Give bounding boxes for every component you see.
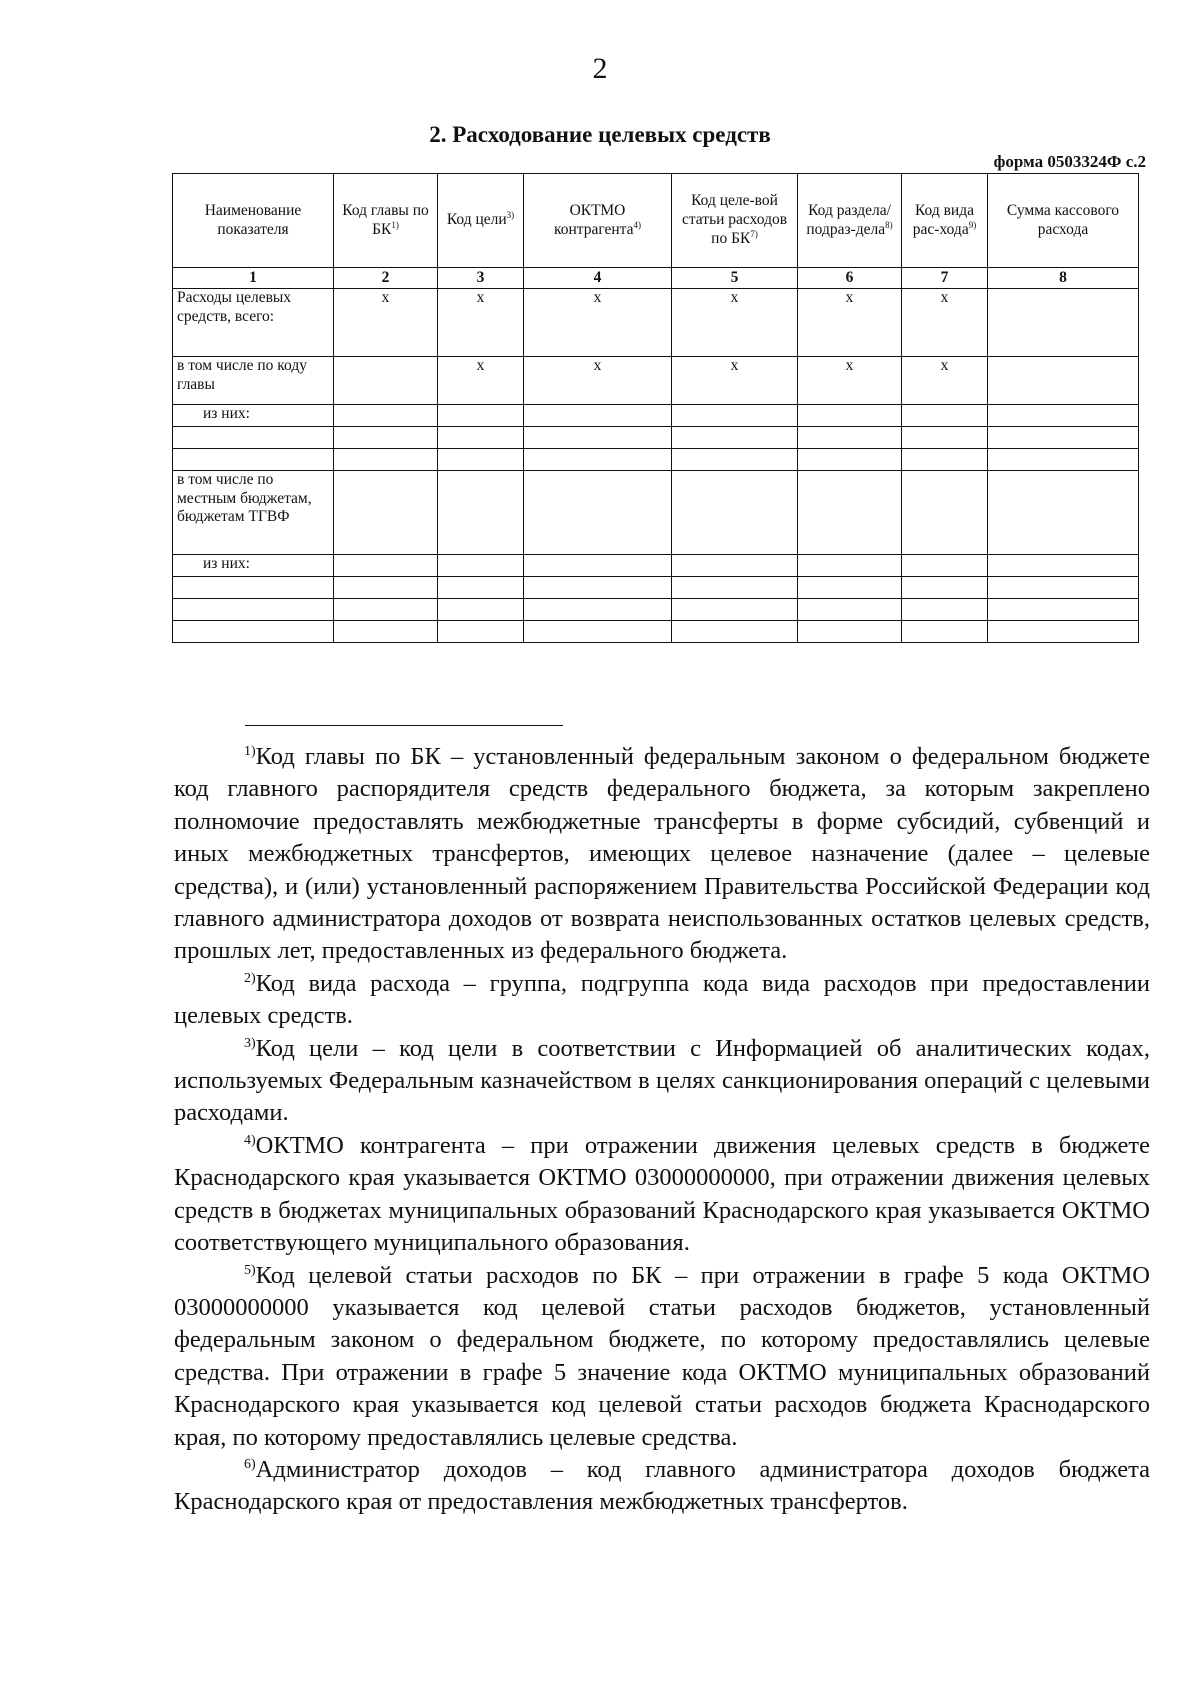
table-cell: [798, 621, 902, 643]
table-cell: x: [334, 289, 438, 357]
table-row: [173, 621, 1139, 643]
table-cell: [902, 555, 988, 577]
table-cell: [438, 449, 524, 471]
table-cell: [672, 449, 798, 471]
table-cell: [798, 577, 902, 599]
table-cell: [988, 449, 1139, 471]
table-cell: [902, 405, 988, 427]
table-cell: [334, 427, 438, 449]
table-cell: [798, 471, 902, 555]
column-number: 6: [798, 268, 902, 289]
table-row: [173, 405, 1139, 427]
table-cell: [524, 555, 672, 577]
table-cell: [988, 427, 1139, 449]
footnote: $^{6)}$Администратор доходов – код главного администратора доходов бюджета Краснодарского края от предоставления межбюджетных трансфертов.: [174, 1455, 1150, 1516]
table-header-row: [173, 174, 1139, 268]
table-cell: x: [438, 357, 524, 405]
table-row: [173, 289, 1139, 357]
column-number: 1: [173, 268, 334, 289]
table-cell: [334, 621, 438, 643]
column-number: 3: [438, 268, 524, 289]
table-cell: [524, 621, 672, 643]
table-cell: [672, 427, 798, 449]
table-cell: [988, 405, 1139, 427]
header-cell: Сумма кассового расхода: [988, 174, 1139, 268]
row-label: из них:: [173, 405, 334, 427]
footnote-separator: [245, 725, 563, 726]
column-number: 8: [988, 268, 1139, 289]
table-cell: x: [438, 289, 524, 357]
form-code: форма 0503324Ф с.2: [993, 152, 1146, 171]
table-cell: [524, 599, 672, 621]
header-cell: Код раздела/ подраз-дела$^{8)}$: [798, 174, 902, 268]
row-label: [173, 427, 334, 449]
table-cell: [672, 471, 798, 555]
table-row: [173, 449, 1139, 471]
table-cell: x: [672, 357, 798, 405]
table-cell: x: [798, 289, 902, 357]
header-cell: Код цели$^{3)}$: [438, 174, 524, 268]
table-cell: [798, 599, 902, 621]
header-cell: Код вида рас-хода$^{9)}$: [902, 174, 988, 268]
table-cell: [334, 449, 438, 471]
table-cell: [524, 405, 672, 427]
section-title: 2. Расходование целевых средств: [429, 122, 771, 147]
row-label: [173, 449, 334, 471]
table-cell: [334, 577, 438, 599]
column-number: 7: [902, 268, 988, 289]
table-row: [173, 599, 1139, 621]
table-cell: [902, 471, 988, 555]
table-cell: [988, 577, 1139, 599]
footnote: $^{1)}$Код главы по БК – установленный федеральным законом о федеральном бюджете код главного распорядителя средств федерального бюджета, за которым закреплено полномочие предоставлять межбюджетные трансферты в форме субсидий, субвенций и иных межбюджетных трансфертов, имеющих целевое назначение (далее – целевые средства), и (или) установленный распоряжением Правительства Российской Федерации код главного администратора доходов от возврата неиспользованных остатков целевых средств, прошлых лет, предоставленных из федерального бюджета.: [174, 743, 1150, 965]
footnotes: [174, 741, 1150, 1519]
row-label: [173, 599, 334, 621]
expenditure-table: [172, 173, 1139, 643]
table-cell: x: [902, 357, 988, 405]
table-cell: [524, 427, 672, 449]
table-cell: [334, 357, 438, 405]
table-cell: [988, 471, 1139, 555]
table-row: [173, 427, 1139, 449]
header-cell: ОКТМО контрагента$^{4)}$: [524, 174, 672, 268]
table-cell: [902, 599, 988, 621]
footnote: $^{4)}$ОКТМО контрагента – при отражении движения целевых средств в бюджете Краснодарского края указывается ОКТМО 03000000000, при отражении движения целевых средств в бюджетах муниципальных образований Краснодарского края указывается ОКТМО соответствующего муниципального образования.: [174, 1131, 1150, 1257]
table-cell: [524, 471, 672, 555]
table-cell: [334, 555, 438, 577]
table-cell: [798, 427, 902, 449]
table-cell: [672, 621, 798, 643]
table-cell: [438, 599, 524, 621]
header-cell: Код главы по БК$^{1)}$: [334, 174, 438, 268]
table-cell: [672, 599, 798, 621]
table-cell: [988, 555, 1139, 577]
table-cell: [438, 427, 524, 449]
table-cell: [524, 449, 672, 471]
footnote: $^{2)}$Код вида расхода – группа, подгруппа кода вида расходов при предоставлении целевых средств.: [174, 969, 1150, 1030]
table-cell: [672, 577, 798, 599]
table-cell: [672, 555, 798, 577]
column-number: 4: [524, 268, 672, 289]
table-cell: [524, 577, 672, 599]
table-row: [173, 471, 1139, 555]
table-cell: x: [672, 289, 798, 357]
row-label: в том числе по местным бюджетам, бюджетам ТГВФ: [173, 471, 334, 555]
row-label: в том числе по коду главы: [173, 357, 334, 405]
footnote: $^{5)}$Код целевой статьи расходов по БК – при отражении в графе 5 кода ОКТМО 03000000000 указывается код целевой статьи расходов бюджетов, установленный федеральным законом о федеральном бюджете, по которому предоставлялись целевые средства. При отражении в графе 5 значение кода ОКТМО муниципальных образований Краснодарского края указывается код целевой статьи расходов бюджета Краснодарского края, по которому предоставлялись целевые средства.: [174, 1261, 1150, 1451]
table-row: [173, 577, 1139, 599]
table-cell: [798, 555, 902, 577]
table-cell: [438, 471, 524, 555]
table-cell: x: [798, 357, 902, 405]
table-cell: [988, 289, 1139, 357]
header-cell: Наименование показателя: [173, 174, 334, 268]
table-cell: [988, 357, 1139, 405]
row-label: Расходы целевых средств, всего:: [173, 289, 334, 357]
row-label: из них:: [173, 555, 334, 577]
page-number: 2: [592, 52, 608, 85]
table-cell: [334, 405, 438, 427]
table-row: [173, 357, 1139, 405]
table-cell: [798, 449, 902, 471]
table-row: [173, 555, 1139, 577]
column-number: 2: [334, 268, 438, 289]
table-cell: x: [524, 289, 672, 357]
table-cell: x: [902, 289, 988, 357]
table-cell: [438, 621, 524, 643]
table-cell: [438, 405, 524, 427]
table-cell: [672, 405, 798, 427]
table-cell: [988, 621, 1139, 643]
table-cell: [902, 577, 988, 599]
column-number: 5: [672, 268, 798, 289]
table-cell: [438, 577, 524, 599]
table-cell: [798, 405, 902, 427]
table-cell: [988, 599, 1139, 621]
table-cell: [902, 621, 988, 643]
table-cell: [902, 427, 988, 449]
table-cell: [902, 449, 988, 471]
table-cell: [334, 471, 438, 555]
footnote: $^{3)}$Код цели – код цели в соответствии с Информацией об аналитических кодах, используемых Федеральным казначейством в целях санкционирования операций с целевыми расходами.: [174, 1034, 1150, 1127]
table-cell: x: [524, 357, 672, 405]
table-cell: [334, 599, 438, 621]
header-cell: Код целе-вой статьи расходов по БК$^{7)}$: [672, 174, 798, 268]
row-label: [173, 577, 334, 599]
column-number-row: [173, 268, 1139, 289]
table-cell: [438, 555, 524, 577]
row-label: [173, 621, 334, 643]
